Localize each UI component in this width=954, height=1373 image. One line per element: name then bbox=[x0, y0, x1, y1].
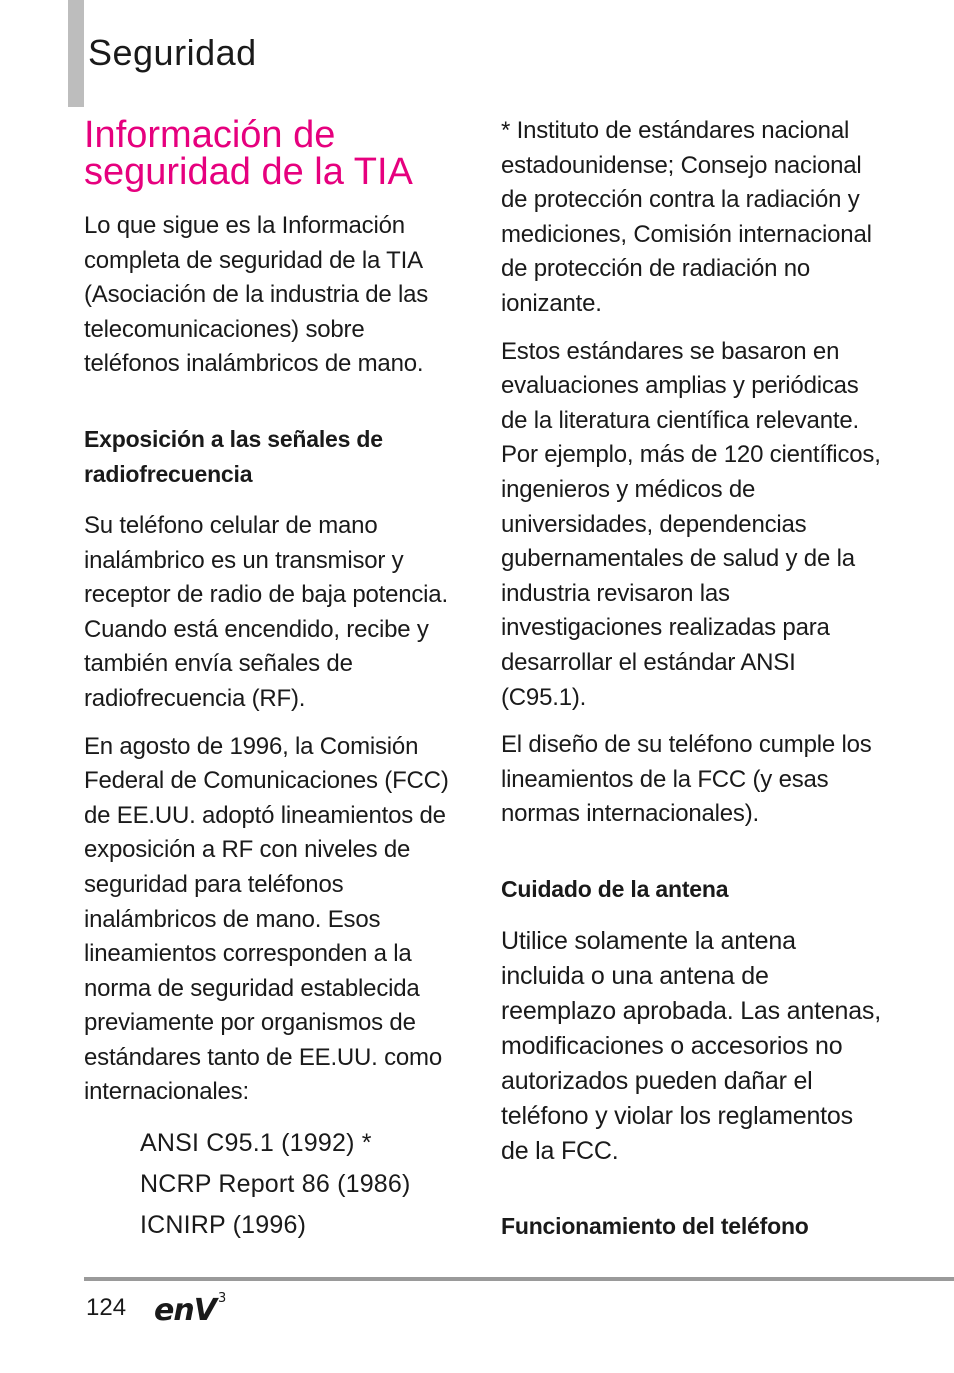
footer-divider bbox=[84, 1277, 954, 1281]
section-title: Seguridad bbox=[88, 32, 257, 73]
section-header-bar bbox=[68, 0, 84, 107]
design-compliance-paragraph: El diseño de su teléfono cumple los lineamientos de la FCC (y esas normas internacionales). bbox=[501, 731, 872, 828]
logo-text: enV bbox=[154, 1293, 216, 1328]
right-column bbox=[501, 114, 881, 1244]
page-title-line-1: Información de bbox=[84, 114, 336, 156]
subheading-rf-exposure: Exposición a las señales de radiofrecuencia bbox=[84, 425, 383, 487]
intro-paragraph: Lo que sigue es la Información completa de seguridad de la TIA (Asociación de la industria de las telecomunicaciones) sobre teléfonos inalámbricos de mano. bbox=[84, 212, 429, 378]
standards-list-item: ICNIRP (1996) bbox=[140, 1211, 307, 1240]
page-title-line-2: seguridad de la TIA bbox=[84, 151, 413, 193]
subheading-phone-operation: Funcionamiento del teléfono bbox=[501, 1212, 809, 1239]
standards-basis-paragraph: Estos estándares se basaron en evaluaciones amplias y periódicas de la literatura científica relevante. Por ejemplo, más de 120 científicos, ingenieros y médicos de universidades, dependencias gubernamentales de salud y de la industria revisaron las investigaciones realizadas para desarrollar el estándar ANSI (C95.1). bbox=[501, 337, 881, 711]
logo-superscript: 3 bbox=[218, 1291, 227, 1306]
antenna-paragraph: Utilice solamente la antena incluida o una antena de reemplazo aprobada. Las antenas, modificaciones o accesorios no autorizados pueden dañar el teléfono y violar los reglamentos de la FCC. bbox=[501, 926, 881, 1165]
subheading-antenna-care: Cuidado de la antena bbox=[501, 875, 729, 902]
standards-list-item: NCRP Report 86 (1986) bbox=[140, 1170, 411, 1199]
footnote-paragraph: * Instituto de estándares nacional estadounidense; Consejo nacional de protección contra la radiación y mediciones, Comisión internacional de protección de radiación no ionizante. bbox=[501, 117, 872, 317]
standards-list-item: ANSI C95.1 (1992) * bbox=[140, 1129, 372, 1158]
left-column bbox=[84, 114, 452, 1246]
standards-list bbox=[140, 1123, 452, 1246]
env3-logo bbox=[152, 1286, 236, 1328]
fcc-paragraph: En agosto de 1996, la Comisión Federal de Comunicaciones (FCC) de EE.UU. adoptó lineamientos de exposición a RF con niveles de seguridad para teléfonos inalámbricos de mano. Esos lineamientos corresponden a la norma de seguridad establecida previamente por organismos de estándares tanto de EE.UU. como internacionales: bbox=[84, 732, 449, 1106]
page-number: 124 bbox=[86, 1294, 127, 1321]
page-title bbox=[84, 114, 452, 193]
rf-paragraph: Su teléfono celular de mano inalámbrico es un transmisor y receptor de radio de baja potencia. Cuando está encendido, recibe y también envía señales de radiofrecuencia (RF). bbox=[84, 511, 448, 712]
